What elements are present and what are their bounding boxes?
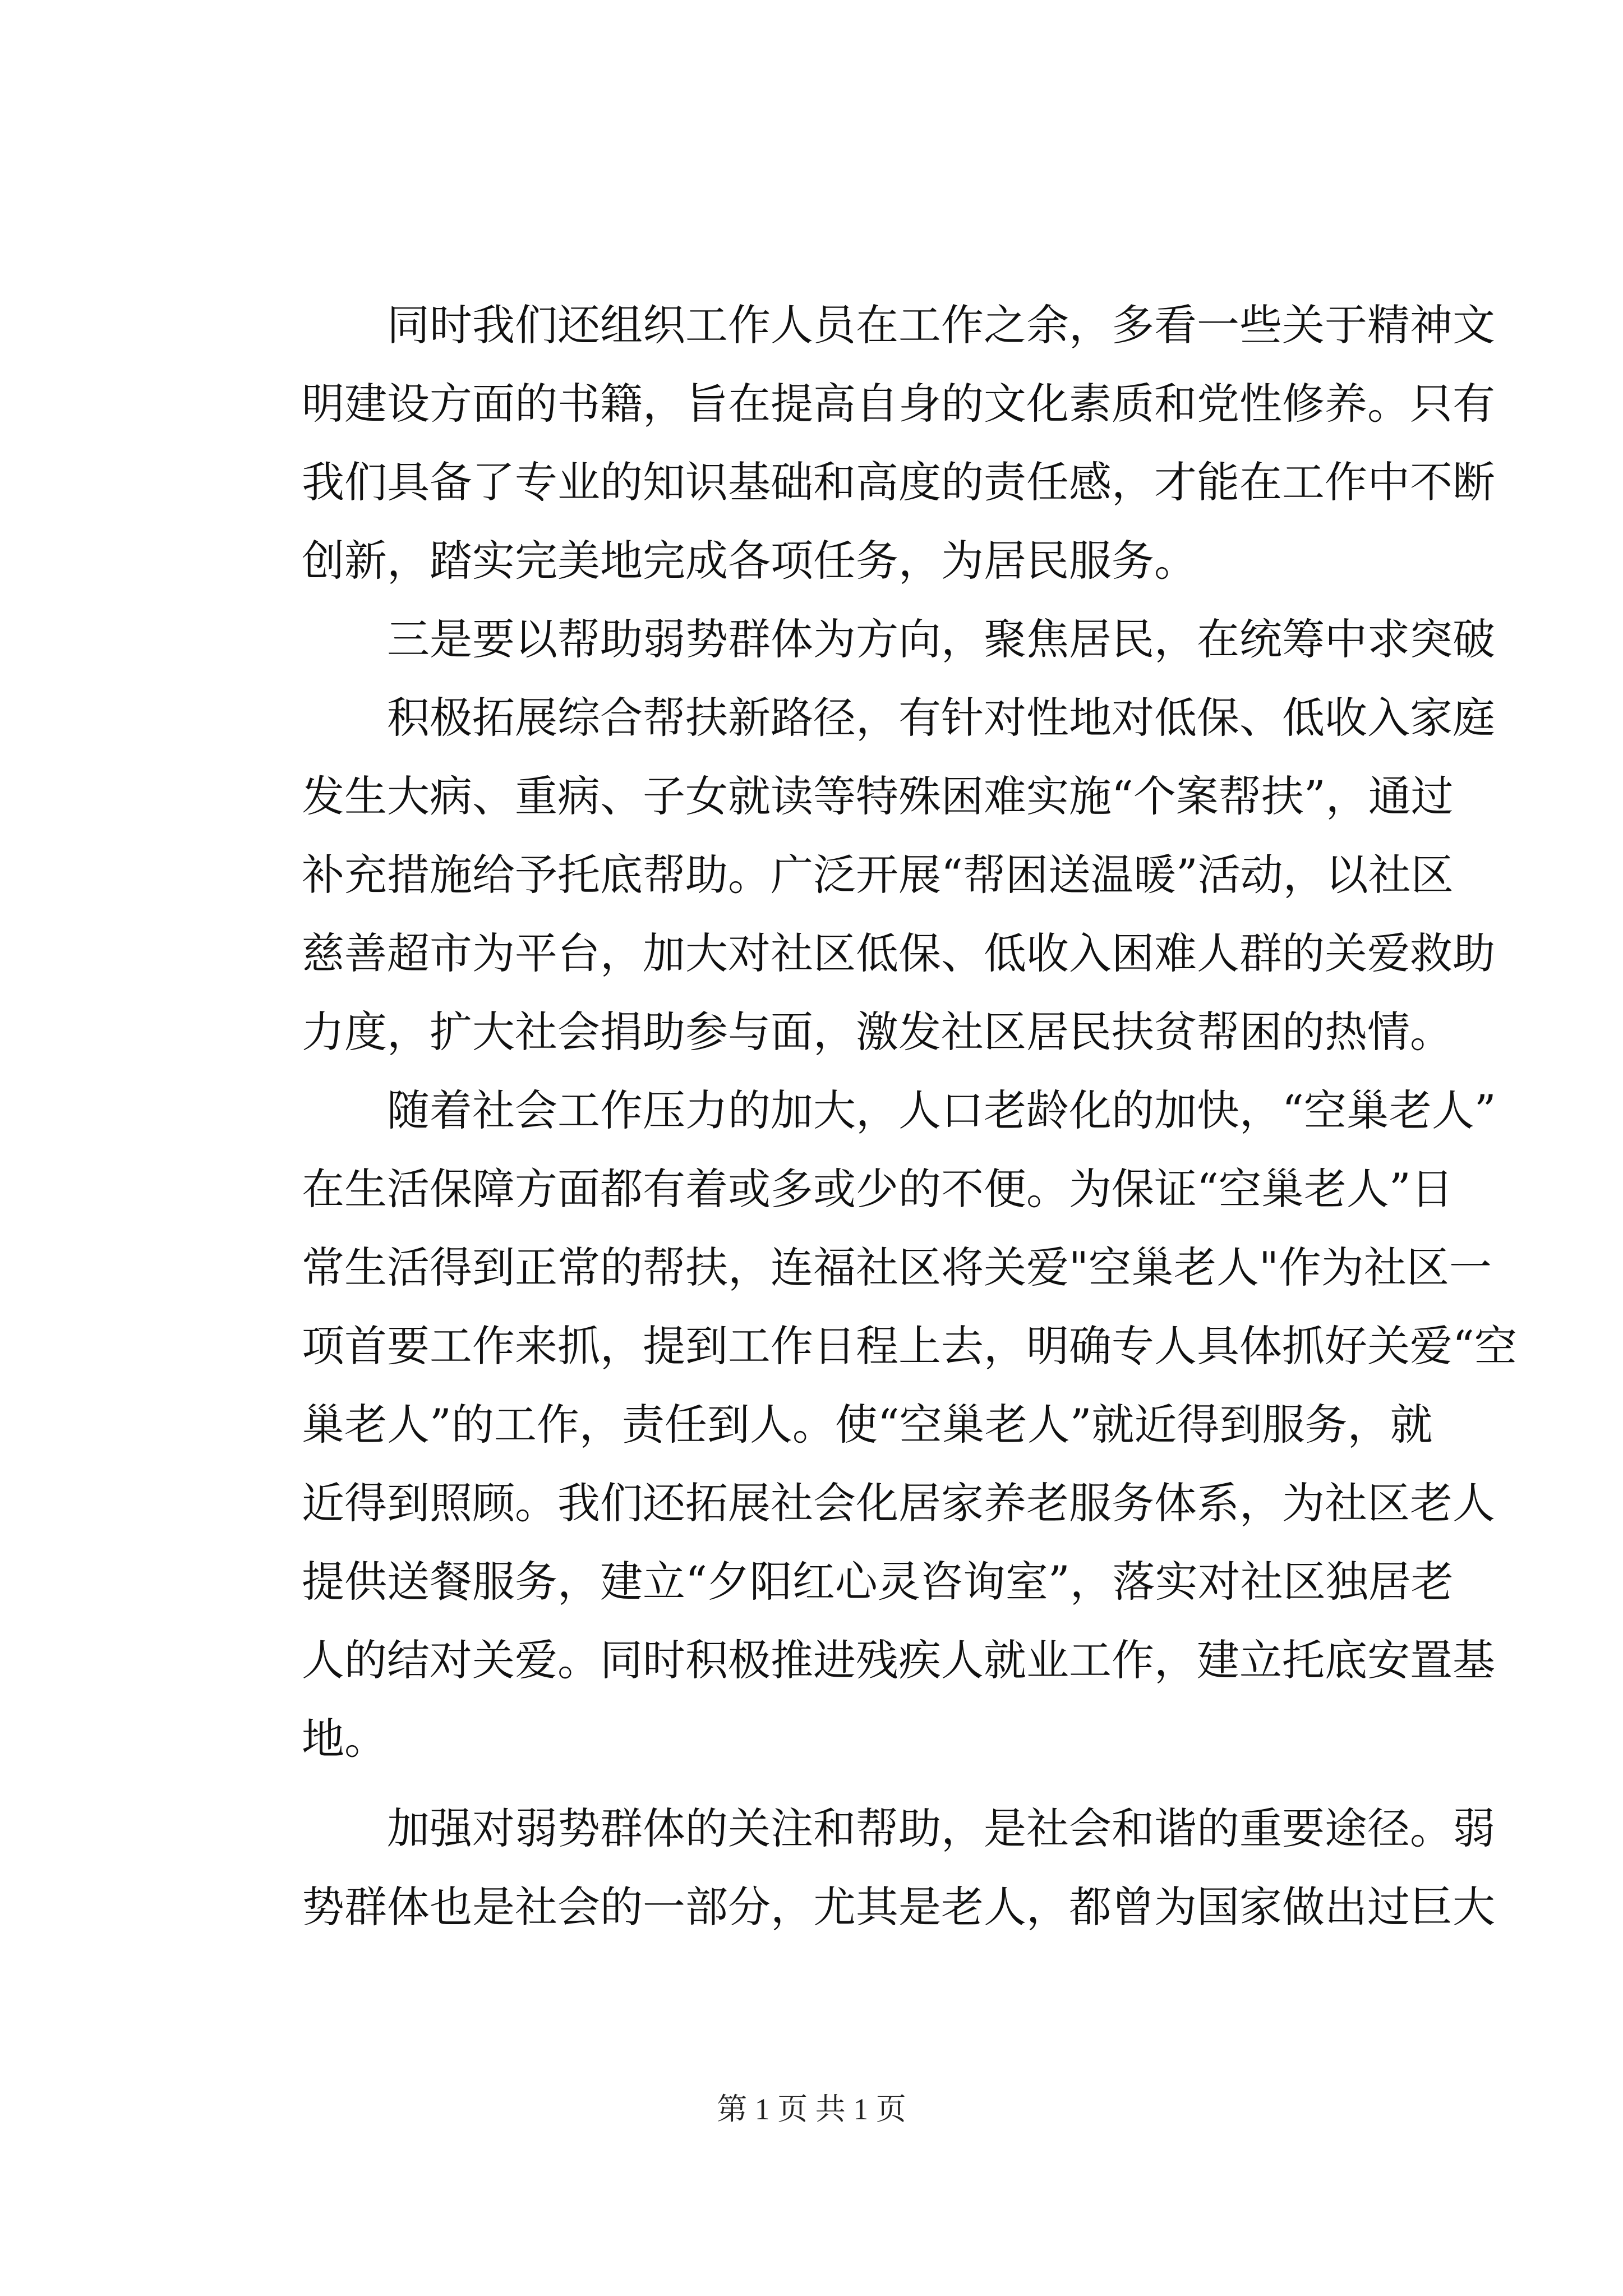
paragraph-line: 补充措施给予托底帮助。广泛开展“帮困送温暖”活动，以社区	[302, 850, 1454, 900]
paragraph-line: 发生大病、重病、子女就读等特殊困难实施“个案帮扶”，通过	[302, 771, 1454, 821]
paragraph-line: 加强对弱势群体的关注和帮助，是社会和谐的重要途径。弱	[387, 1803, 1495, 1853]
page-number-footer: 第 1 页 共 1 页	[717, 2092, 906, 2126]
paragraph-line: 常生活得到正常的帮扶，连福社区将关爱"空巢老人"作为社区一	[302, 1243, 1492, 1292]
paragraph-line: 巢老人”的工作，责任到人。使“空巢老人”就近得到服务，就	[302, 1400, 1433, 1450]
paragraph-line: 创新，踏实完美地完成各项任务，为居民服务。	[302, 536, 1197, 586]
paragraph-line: 近得到照顾。我们还拓展社会化居家养老服务体系，为社区老人	[302, 1478, 1495, 1528]
paragraph-line: 积极拓展综合帮扶新路径，有针对性地对低保、低收入家庭	[387, 693, 1495, 743]
paragraph-line: 项首要工作来抓，提到工作日程上去，明确专人具体抓好关爱“空	[302, 1321, 1517, 1371]
paragraph-line: 慈善超市为平台，加大对社区低保、低收入困难人群的关爱救助	[302, 928, 1495, 978]
paragraph-line: 我们具备了专业的知识基础和高度的责任感，才能在工作中不断	[302, 457, 1495, 507]
paragraph-line: 人的结对关爱。同时积极推进残疾人就业工作，建立托底安置基	[302, 1635, 1495, 1685]
section-heading: 三是要以帮助弱势群体为方向，聚焦居民，在统筹中求突破	[387, 614, 1495, 664]
paragraph-line: 势群体也是社会的一部分，尤其是老人，都曾为国家做出过巨大	[302, 1882, 1495, 1932]
paragraph-line: 明建设方面的书籍，旨在提高自身的文化素质和党性修养。只有	[302, 379, 1495, 429]
paragraph-line: 力度，扩大社会捐助参与面，激发社区居民扶贫帮困的热情。	[302, 1007, 1453, 1057]
paragraph-line: 在生活保障方面都有着或多或少的不便。为保证“空巢老人”日	[302, 1164, 1454, 1214]
paragraph-line: 地。	[302, 1714, 387, 1764]
paragraph-line: 同时我们还组织工作人员在工作之余，多看一些关于精神文	[387, 300, 1495, 350]
paragraph-line: 提供送餐服务，建立“夕阳红心灵咨询室”，落实对社区独居老	[302, 1557, 1454, 1607]
paragraph-line: 随着社会工作压力的加大，人口老龄化的加快，“空巢老人”	[387, 1085, 1496, 1135]
